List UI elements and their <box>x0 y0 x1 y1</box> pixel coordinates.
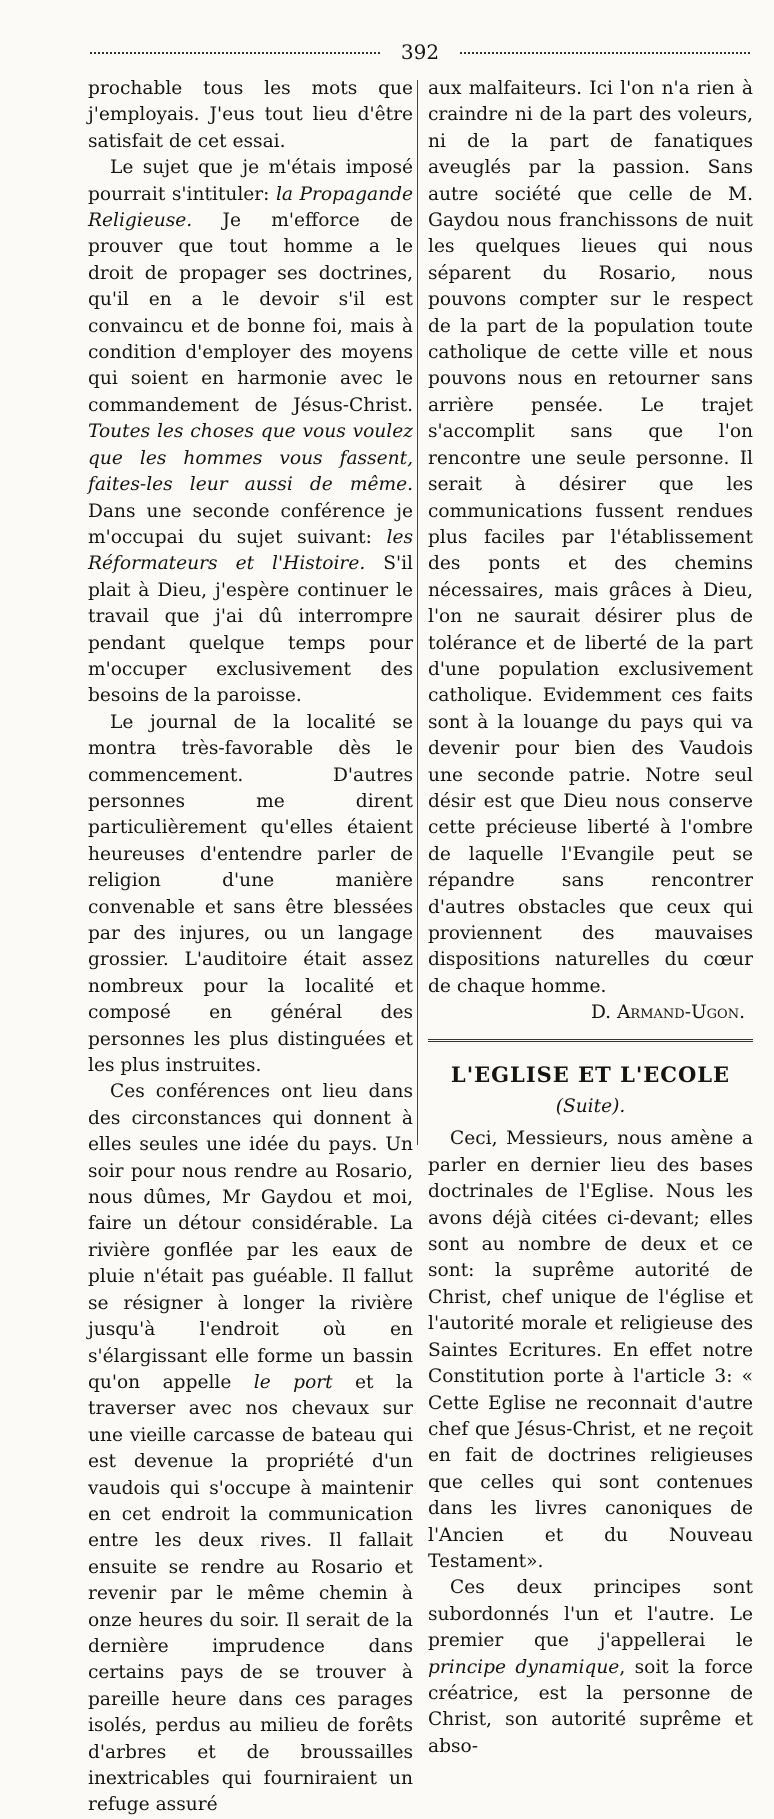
right-column <box>428 76 753 1757</box>
left-column <box>88 76 414 1816</box>
signature: D. Armand-Ugon. <box>590 1002 745 1024</box>
column-divider <box>417 80 418 1145</box>
italic-run: Toutes les choses que vous voulez que les hommes vous fassent, faites-les leur aussi de même. <box>88 421 413 496</box>
page-header <box>90 38 750 68</box>
text-run: Je m'efforce de prouver que tout homme a le droit de propager ses doctrines, qu'il en a le devoir s'il est convaincu et de bonne foi, mais à condition d'employer des moyens qui soient en harmonie avec le commandement de Jésus-Christ. <box>88 210 413 416</box>
paragraph <box>88 1079 413 1818</box>
paragraph: aux malfaiteurs. Ici l'on n'a rien à craindre ni de la part des voleurs, ni de la part de fanatiques aveuglés par la passion. Sans autre société que celle de M. Gaydou nous franchissons de nuit les quelques lieues qui nous séparent du Rosario, nous pouvons compter sur le respect de la part de la population toute catholique de cette ville et nous pouvons nous en retourner sans arrière pensée. Le trajet s'accomplit sans que l'on rencontre une seule personne. Il serait à désirer que les communications fussent rendues plus faciles par l'établissement des ponts et des chemins nécessaires, mais grâces à Dieu, l'on ne saurait désirer plus de tolérance et de liberté de la part d'une population exclusivement catholique. Evidemment ces faits sont à la louange du pays qui va devenir pour bien des Vaudois une seconde patrie. Notre seul désir est que Dieu nous conserve cette précieuse liberté à l'ombre de laquelle l'Evangile peut se répandre sans rencontrer d'autres obstacles que ceux qui proviennent des mauvaises dispositions naturelles du cœur de chaque homme. <box>428 78 753 997</box>
page-number: 392 <box>400 40 440 64</box>
italic-run: le port <box>253 1371 333 1393</box>
section-subtitle: (Suite). <box>555 1096 626 1118</box>
paragraph: prochable tous les mots que j'employais. J'eus tout lieu d'être satisfait de cet essai. <box>88 78 413 152</box>
paragraph: Ceci, Messieurs, nous amène a parler en dernier lieu des bases doctrinales de l'Eglise. Nous les avons déjà citées ci-devant; elles sont au nombre de deux et ce sont: la suprême autorité de Christ, chef unique de l'église et l'autorité morale et religieuse des Saintes Ecritures. En effet notre Constitution porte à l'article 3: « Cette Eglise ne reconnait d'autre chef que Jésus-Christ, et ne reçoit en fait de doctrines religieuses que celles qui sont contenues dans les livres canoniques de l'Ancien et du Nouveau Testament». <box>428 1128 753 1572</box>
text-run: Ces deux principes sont subordonnés l'un et l'autre. Le premier que j'appellerai le <box>428 1577 753 1652</box>
paragraph: Le journal de la localité se montra très-favorable dès le commencement. D'autres personnes me dirent particulièrement qu'elles étaient heureuses d'entendre parler de religion d'une manière convenable et sans être blessées par des injures, ou un langage grossier. L'auditoire était assez nombreux pour la localité et composé en général des personnes les plus distinguées et les plus instruites. <box>88 711 413 1077</box>
text-run: S'il plait à Dieu, j'espère continuer le travail que j'ai dû interrompre pendant quelque temps pour m'occuper exclusivement des besoins de la paroisse. <box>88 553 414 707</box>
header-rule-left <box>90 52 380 54</box>
text-run: Dans une seconde conférence je m'occupai du sujet suivant: <box>88 500 413 548</box>
section-title: L'EGLISE ET L'ECOLE <box>450 1061 731 1087</box>
text-run: Le sujet que je m'étais imposé pourrait s'intituler: <box>88 157 413 205</box>
header-rule-right <box>460 52 750 54</box>
italic-run: les Réformateurs et l'Histoire. <box>88 526 413 575</box>
paragraph <box>88 155 413 710</box>
paragraph <box>428 1575 753 1760</box>
italic-run: principe dynamique <box>428 1656 620 1678</box>
text-run: , soit la force créatrice, est la personne de Christ, son autorité suprême et abso- <box>428 1656 753 1757</box>
italic-run: la Propagande Religieuse. <box>88 183 413 232</box>
text-run: Ces conférences ont lieu dans des circonstances qui donnent à elles seules une idée du pays. Un soir pour nous rendre au Rosario, nous dûmes, Mr Gaydou et moi, faire un détour considérable. La rivière gonflée par les eaux de pluie n'était pas guéable. Il fallut se résigner à longer la rivière jusqu'à l'endroit où en s'élargissant elle forme un bassin qu'on appelle <box>88 1081 413 1393</box>
text-run: et la traverser avec nos chevaux sur une vieille carcasse de bateau qui est devenue la propriété d'un vaudois qui s'occupe à maintenir en cet endroit la communication entre les deux rives. Il fallait ensuite se rendre au Rosario et revenir par le même chemin à onze heures du soir. Il serait de la dernière imprudence dans certains pays de se trouver à pareille heure dans ces parages isolés, perdus au milieu de forêts d'arbres et de broussailles inextricables qui fourniraient un refuge assuré <box>88 1371 413 1816</box>
section-rule <box>428 1039 753 1042</box>
